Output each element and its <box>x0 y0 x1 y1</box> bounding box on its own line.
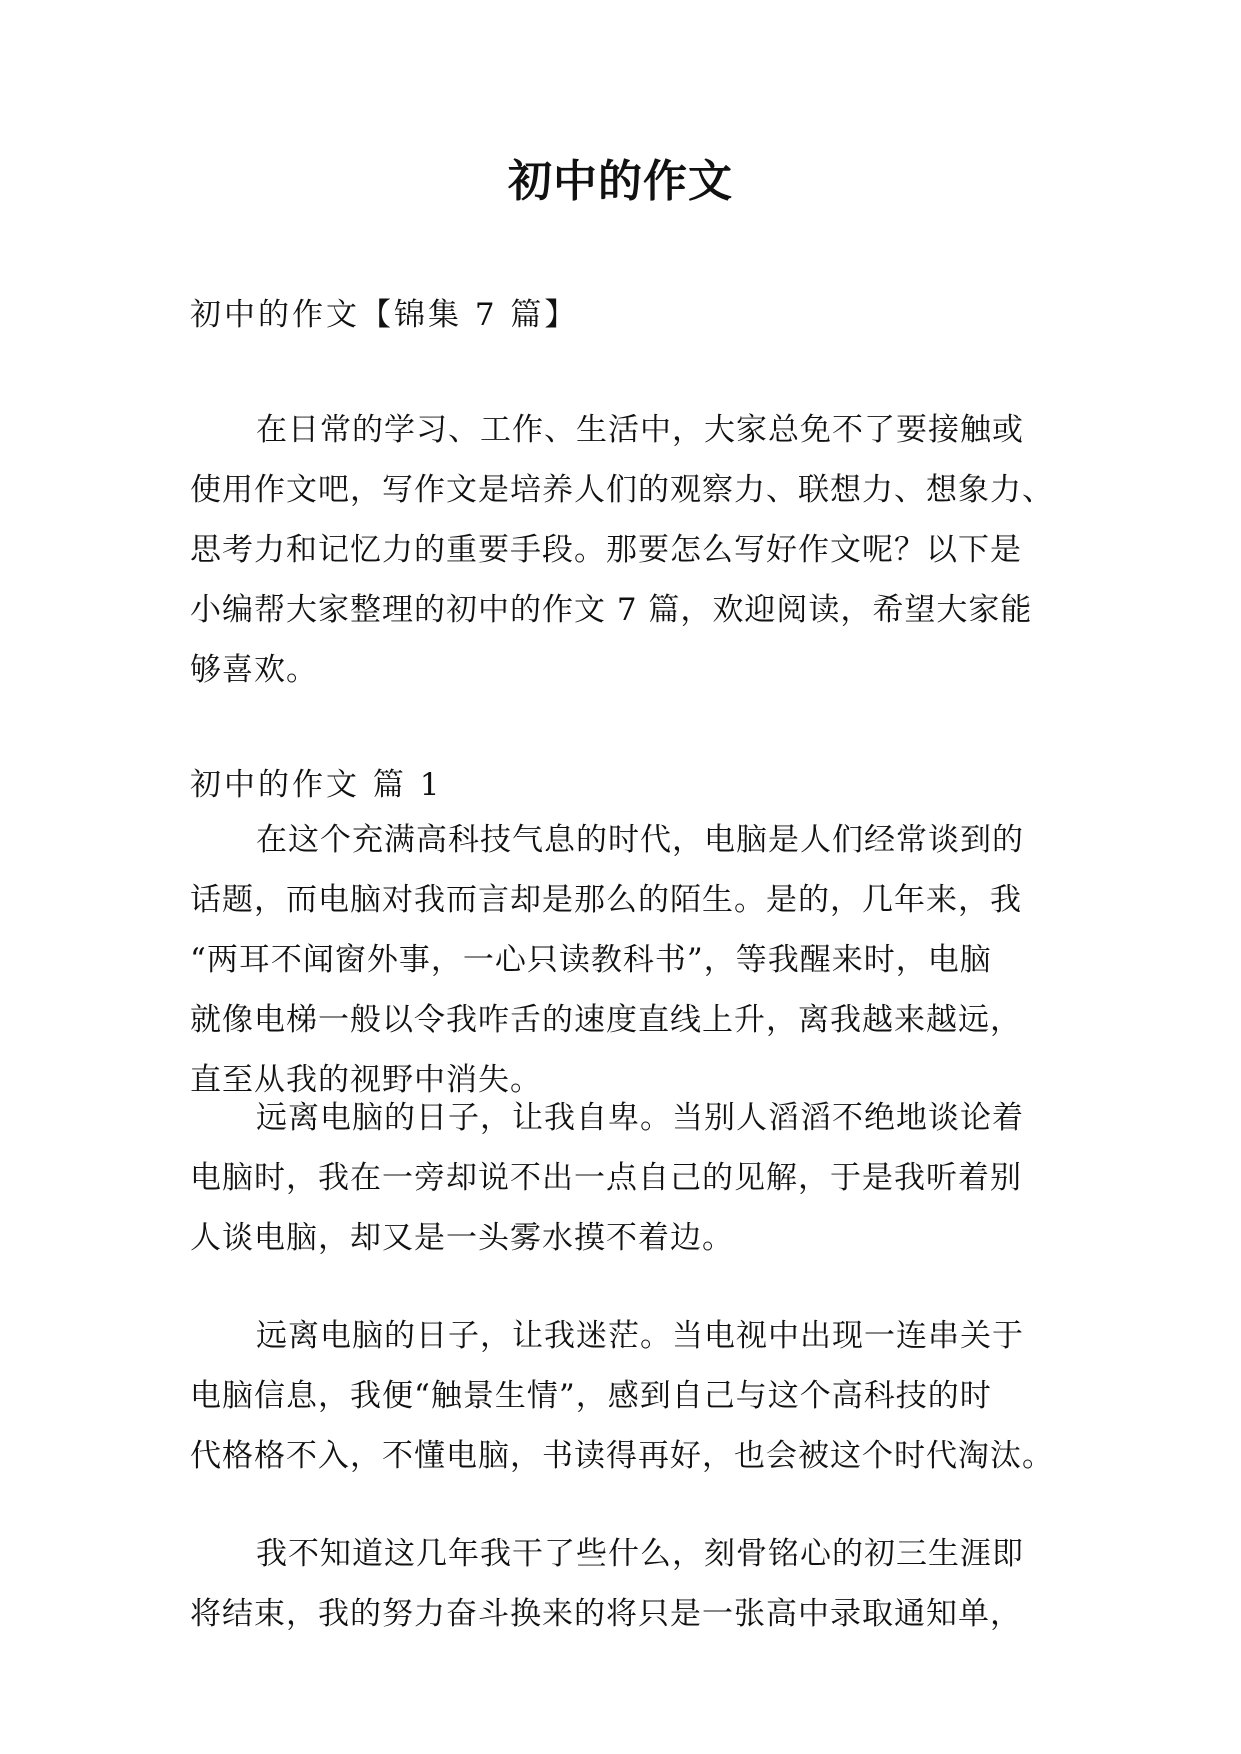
paragraph-line: “两耳不闻窗外事，一心只读教科书”，等我醒来时，电脑 <box>190 942 992 978</box>
section-heading: 初中的作文 篇 1 <box>190 767 443 803</box>
document-title: 初中的作文 <box>508 156 733 207</box>
essay-paragraph-4 <box>190 1524 1070 1644</box>
essay-paragraph-1 <box>190 810 1070 1110</box>
intro-paragraph <box>190 400 1070 700</box>
paragraph-line: 思考力和记忆力的重要手段。那要怎么写好作文呢？以下是 <box>190 532 1022 568</box>
paragraph-line: 在日常的学习、工作、生活中，大家总免不了要接触或 <box>256 412 1024 448</box>
paragraph-line: 够喜欢。 <box>190 652 318 688</box>
paragraph-line: 电脑时，我在一旁却说不出一点自己的见解，于是我听着别 <box>190 1160 1022 1196</box>
paragraph-line: 代格格不入，不懂电脑，书读得再好，也会被这个时代淘汰。 <box>190 1438 1054 1474</box>
paragraph-line: 直至从我的视野中消失。 <box>190 1062 542 1098</box>
paragraph-line: 使用作文吧，写作文是培养人们的观察力、联想力、想象力、 <box>190 472 1054 508</box>
paragraph-line: 电脑信息，我便“触景生情”，感到自己与这个高科技的时 <box>190 1378 992 1414</box>
essay-paragraph-2 <box>190 1088 1070 1268</box>
paragraph-line: 话题，而电脑对我而言却是那么的陌生。是的，几年来，我 <box>190 882 1022 918</box>
paragraph-line: 就像电梯一般以令我咋舌的速度直线上升，离我越来越远， <box>190 1002 1022 1038</box>
paragraph-line: 我不知道这几年我干了些什么，刻骨铭心的初三生涯即 <box>256 1536 1024 1572</box>
document-subtitle: 初中的作文【锦集 7 篇】 <box>190 297 579 333</box>
paragraph-line: 远离电脑的日子，让我自卑。当别人滔滔不绝地谈论着 <box>256 1100 1024 1136</box>
paragraph-line: 人谈电脑，却又是一头雾水摸不着边。 <box>190 1220 734 1256</box>
paragraph-line: 小编帮大家整理的初中的作文 7 篇，欢迎阅读，希望大家能 <box>190 592 1033 628</box>
essay-paragraph-3 <box>190 1306 1070 1486</box>
paragraph-line: 在这个充满高科技气息的时代，电脑是人们经常谈到的 <box>256 822 1024 858</box>
paragraph-line: 将结束，我的努力奋斗换来的将只是一张高中录取通知单， <box>190 1596 1022 1632</box>
paragraph-line: 远离电脑的日子，让我迷茫。当电视中出现一连串关于 <box>256 1318 1024 1354</box>
